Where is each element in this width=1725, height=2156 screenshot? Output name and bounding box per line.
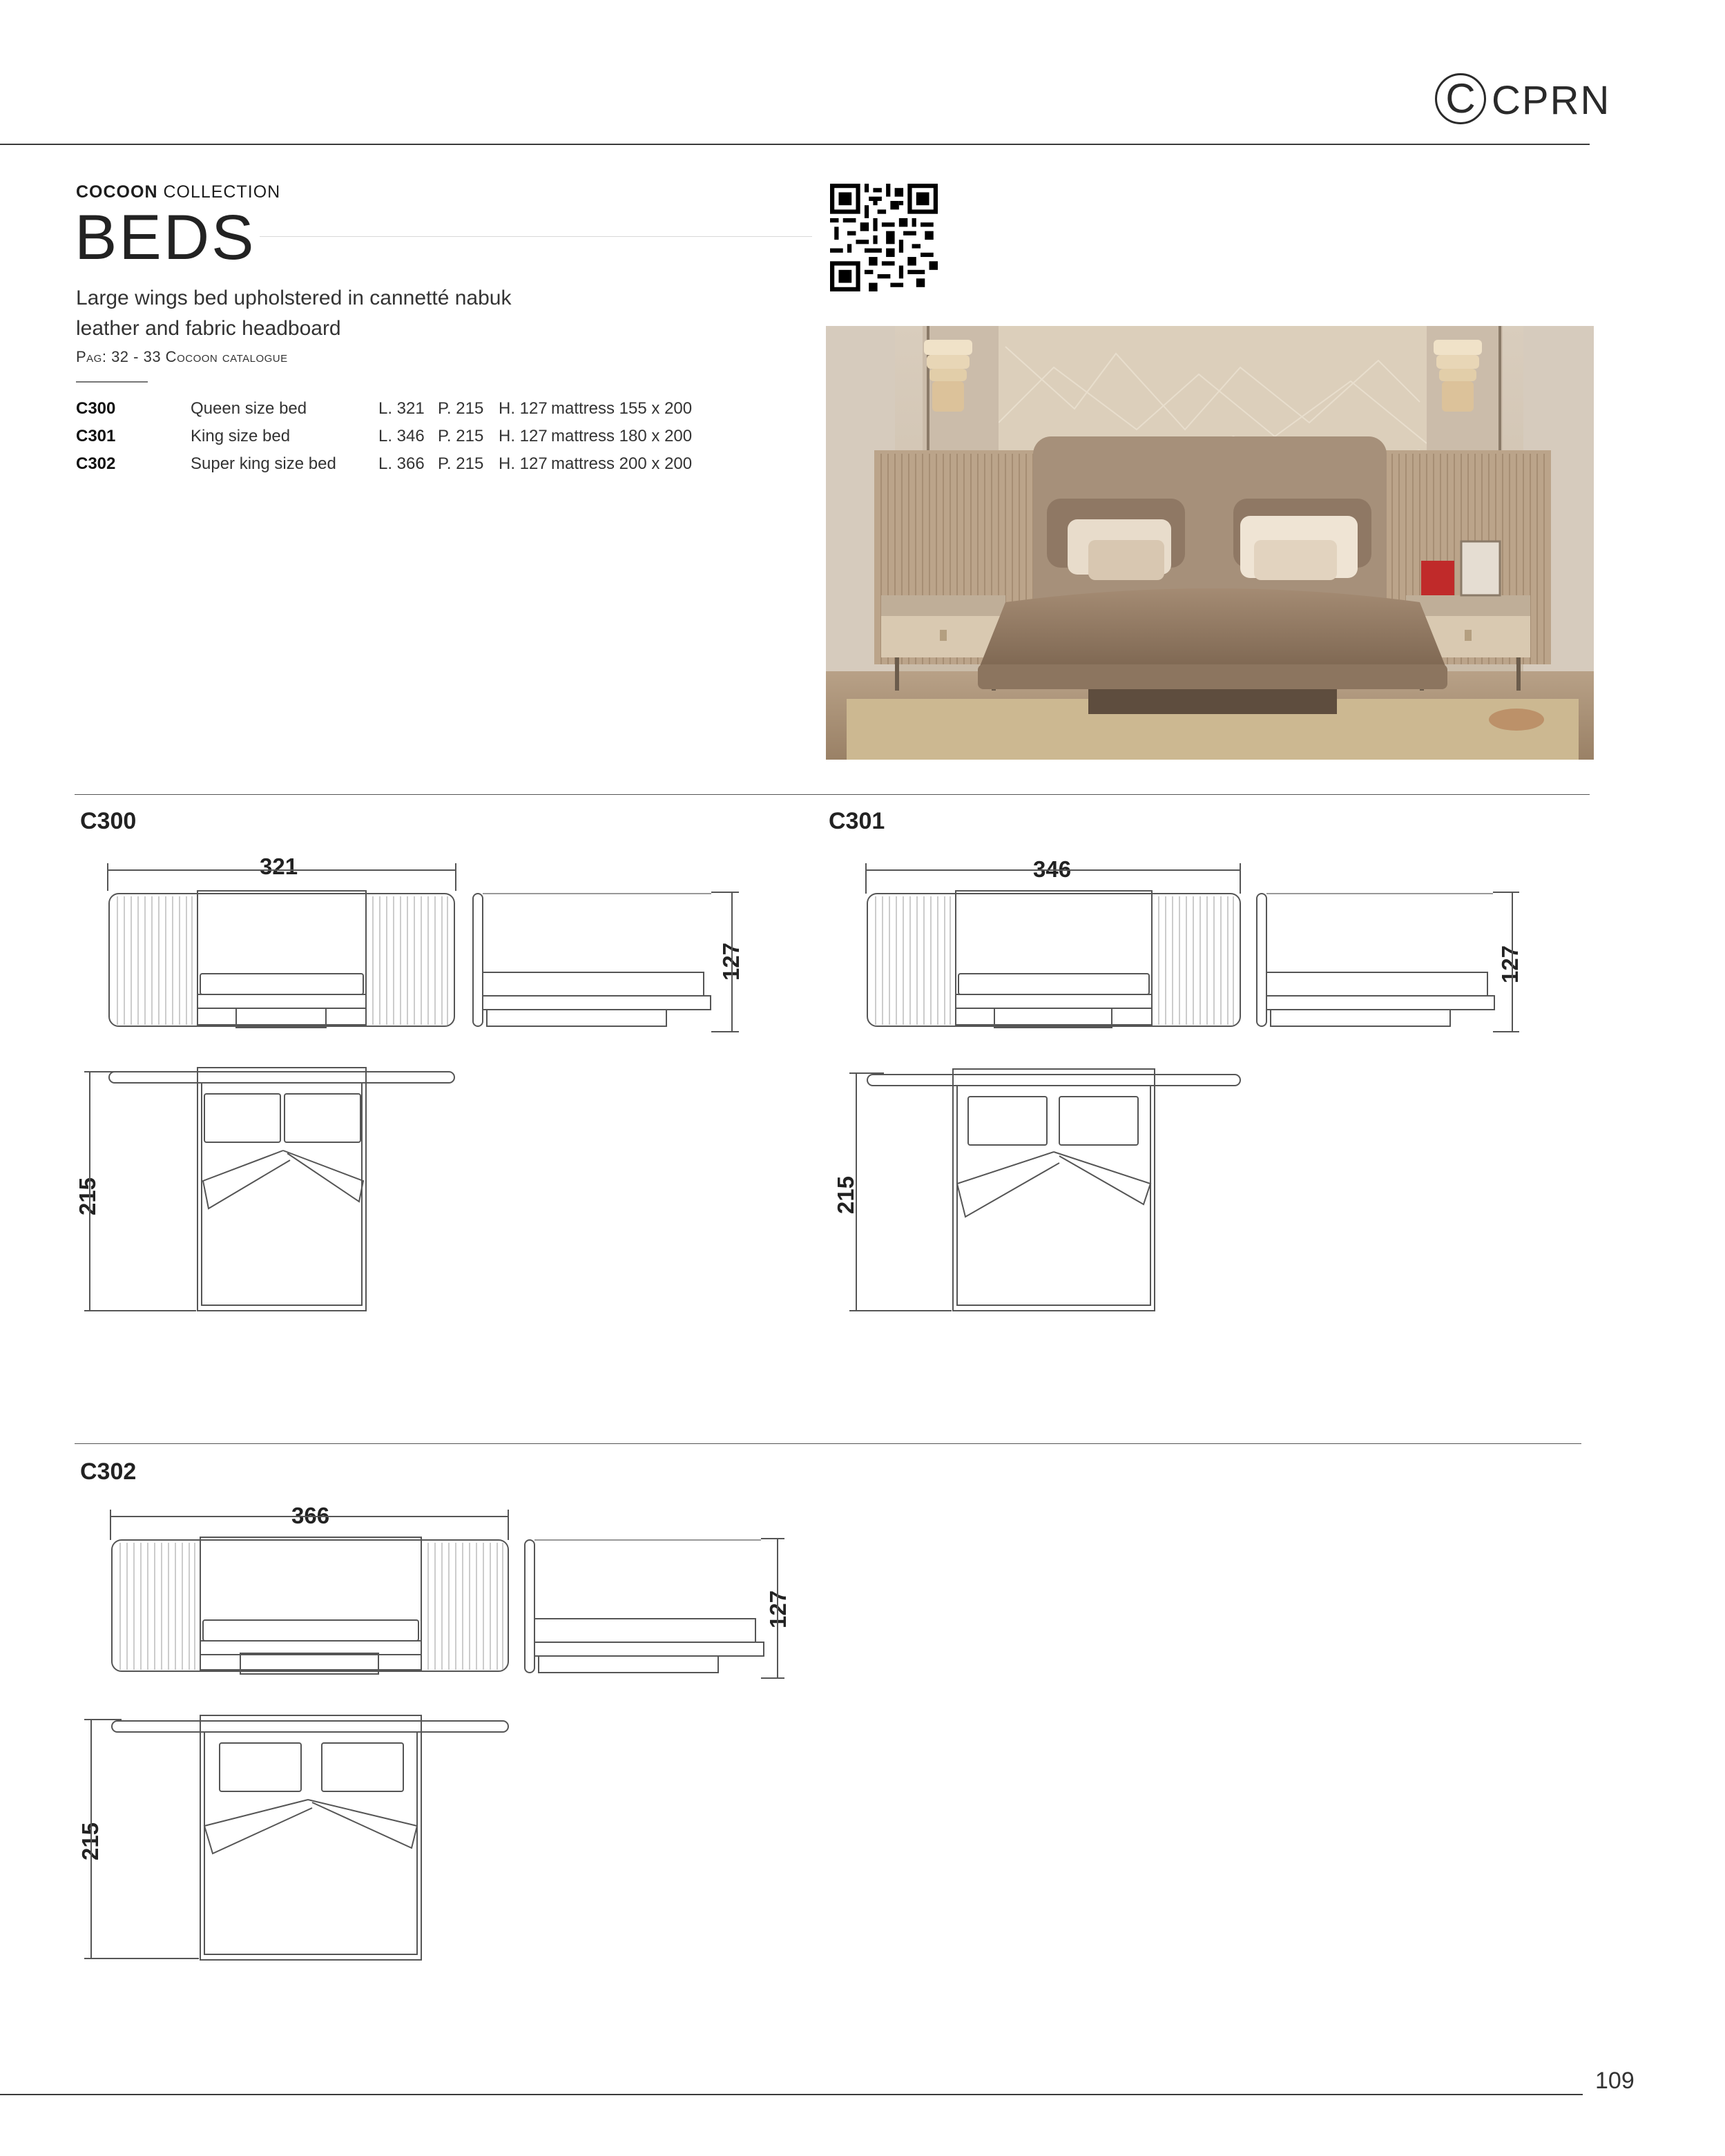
brand-logo: CPRN	[1492, 78, 1611, 123]
page-title: BEDS	[75, 202, 256, 273]
spec-height: H. 127	[499, 427, 548, 445]
width-dimension: 346	[1033, 856, 1072, 882]
width-dimension: 321	[260, 854, 298, 879]
spec-name: Super king size bed	[191, 454, 336, 473]
depth-dimension: 215	[75, 1177, 100, 1215]
spec-name: Queen size bed	[191, 399, 307, 418]
bed-drawing-c302	[108, 1512, 784, 1961]
spec-mattress: mattress 180 x 200	[551, 427, 693, 445]
title-rule	[260, 236, 812, 237]
spec-length: L. 321	[378, 399, 425, 418]
spec-mattress: mattress 155 x 200	[551, 399, 693, 418]
spec-name: King size bed	[191, 427, 291, 445]
spec-depth: P. 215	[438, 454, 484, 473]
bed-drawing-c300	[104, 863, 739, 1319]
page-number: 109	[1595, 2068, 1635, 2094]
section-rule	[75, 1443, 1581, 1444]
spec-depth: P. 215	[438, 427, 484, 445]
spec-code: C302	[76, 454, 116, 473]
logo-letter: C	[1445, 75, 1476, 122]
spec-code: C300	[76, 399, 116, 418]
drawing-title-c302: C302	[80, 1459, 137, 1485]
spec-mattress: mattress 200 x 200	[551, 454, 693, 473]
depth-dimension: 215	[833, 1175, 858, 1214]
header-rule	[0, 144, 1590, 145]
height-dimension: 127	[718, 942, 744, 981]
height-dimension: 127	[1497, 945, 1523, 983]
reference-underline	[76, 381, 148, 383]
drawing-title-c301: C301	[829, 808, 885, 834]
product-description: Large wings bed upholstered in cannetté nabuk leather and fabric headboard	[76, 287, 512, 340]
catalogue-reference: Pag: 32 - 33 Cocoon catalogue	[76, 348, 288, 365]
spec-length: L. 366	[378, 454, 425, 473]
drawing-title-c300: C300	[80, 808, 137, 834]
footer-rule	[0, 2094, 1583, 2095]
spec-height: H. 127	[499, 454, 548, 473]
qr-code-icon[interactable]	[830, 184, 938, 291]
collection-name: COCOON	[76, 182, 158, 202]
collection-word: COLLECTION	[163, 182, 281, 202]
bed-drawing-c301	[863, 866, 1519, 1322]
collection-label	[76, 182, 280, 202]
spec-height: H. 127	[499, 399, 548, 418]
spec-depth: P. 215	[438, 399, 484, 418]
width-dimension: 366	[291, 1503, 330, 1528]
bedroom-photo	[826, 326, 1594, 760]
spec-length: L. 346	[378, 427, 425, 445]
section-rule	[75, 794, 1590, 795]
height-dimension: 127	[765, 1590, 791, 1628]
depth-dimension: 215	[77, 1822, 103, 1860]
spec-code: C301	[76, 427, 116, 445]
